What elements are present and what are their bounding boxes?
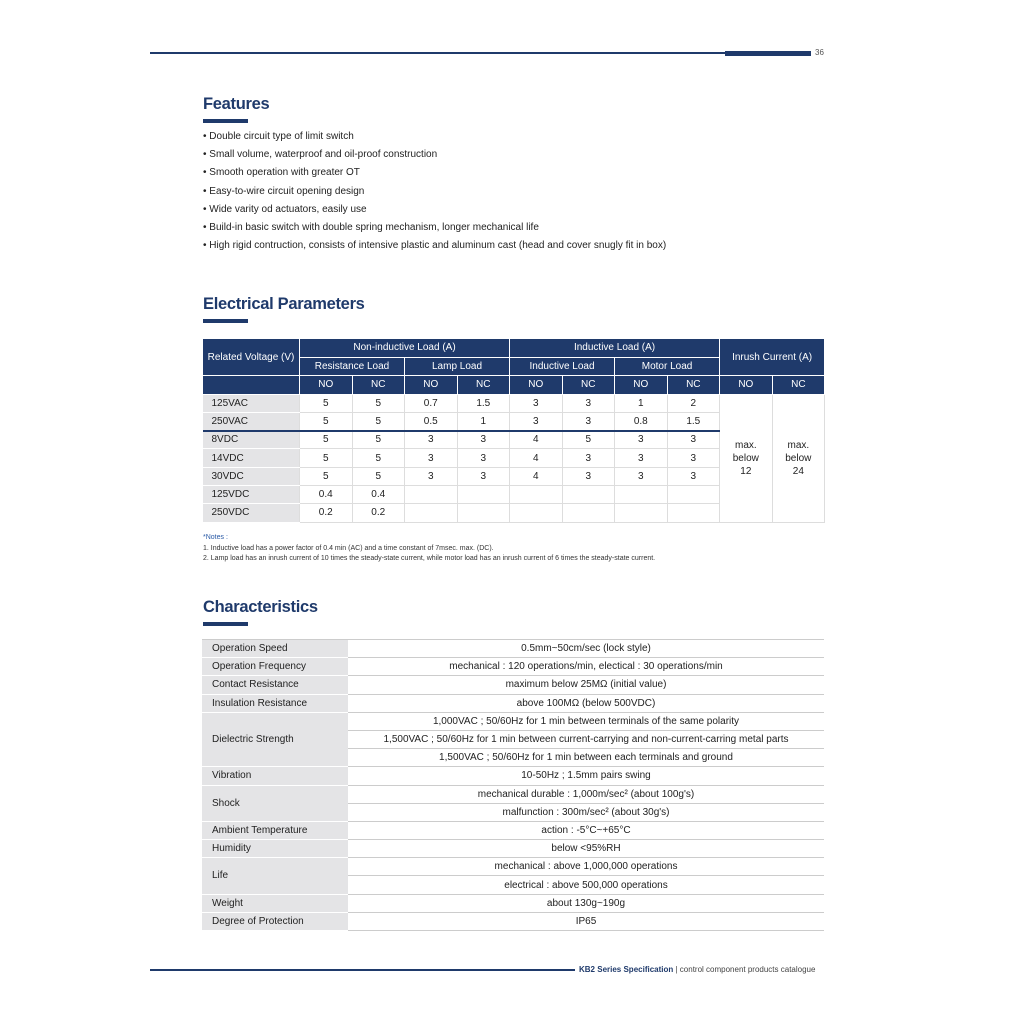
value-cell: 3	[457, 449, 510, 467]
value-cell: 0.4	[352, 485, 405, 503]
inrush-text: 12	[740, 465, 752, 477]
value-cell: 0.2	[352, 504, 405, 522]
characteristic-value: maximum below 25MΩ (initial value)	[348, 676, 824, 694]
characteristic-value: 1,500VAC ; 50/60Hz for 1 min between current-carrying and non-current-carring metal parts	[348, 730, 824, 748]
value-cell: 3	[562, 467, 615, 485]
characteristic-label: Shock	[202, 785, 348, 821]
value-cell: 3	[562, 394, 615, 412]
value-cell: 3	[405, 467, 458, 485]
characteristic-value: electrical : above 500,000 operations	[348, 876, 824, 894]
value-cell: 5	[352, 394, 405, 412]
characteristic-label: Ambient Temperature	[202, 821, 348, 839]
voltage-cell: 125VAC	[203, 394, 300, 412]
title-underline	[203, 622, 248, 626]
features-title: Features	[203, 95, 270, 113]
value-cell	[405, 504, 458, 522]
footer-rule	[150, 969, 575, 971]
voltage-cell: 250VAC	[203, 412, 300, 430]
characteristics-title: Characteristics	[203, 598, 318, 616]
value-cell: 3	[667, 467, 720, 485]
feature-item: • Build-in basic switch with double spring mechanism, longer mechanical life	[203, 222, 539, 234]
value-cell: 3	[667, 431, 720, 449]
value-cell: 3	[405, 449, 458, 467]
characteristic-value: above 100MΩ (below 500VDC)	[348, 694, 824, 712]
value-cell: 3	[615, 431, 668, 449]
footer	[579, 965, 815, 974]
characteristic-value: about 130g~190g	[348, 894, 824, 912]
inrush-no-cell	[720, 394, 773, 522]
table-row	[202, 821, 824, 839]
value-cell	[562, 485, 615, 503]
voltage-header: Related Voltage (V)	[203, 339, 300, 376]
value-cell: 3	[457, 467, 510, 485]
feature-item: • Small volume, waterproof and oil-proof construction	[203, 149, 438, 161]
value-cell: 1.5	[667, 412, 720, 430]
inrush-text: below	[785, 452, 812, 464]
value-cell: 5	[562, 431, 615, 449]
value-cell: 3	[510, 394, 563, 412]
inductive-load-header: Inductive Load	[510, 357, 615, 376]
table-row	[202, 912, 824, 930]
value-cell: 1	[615, 394, 668, 412]
characteristic-value: action : -5°C~+65°C	[348, 821, 824, 839]
characteristic-label: Weight	[202, 894, 348, 912]
value-cell: 3	[510, 412, 563, 430]
table-row	[202, 785, 824, 803]
footer-series: KB2 Series Specification	[579, 965, 674, 974]
characteristic-value: 1,000VAC ; 50/60Hz for 1 min between terminals of the same polarity	[348, 712, 824, 730]
inrush-text: max.	[734, 439, 757, 451]
lamp-header: Lamp Load	[405, 357, 510, 376]
note: 2. Lamp load has an inrush current of 10 times the steady-state current, while motor load has an inrush current of 6 times the steady-state current.	[203, 555, 656, 562]
value-cell: 4	[510, 431, 563, 449]
value-cell: 3	[615, 467, 668, 485]
value-cell	[615, 504, 668, 522]
value-cell: 3	[667, 449, 720, 467]
characteristic-label: Insulation Resistance	[202, 694, 348, 712]
value-cell: 0.7	[405, 394, 458, 412]
nc-header: NC	[352, 376, 405, 395]
features-list	[203, 128, 666, 255]
feature-text: Easy-to-wire circuit opening design	[209, 185, 365, 197]
feature-text: Build-in basic switch with double spring mechanism, longer mechanical life	[209, 222, 539, 234]
value-cell: 5	[300, 467, 353, 485]
feature-item: • Easy-to-wire circuit opening design	[203, 185, 365, 197]
characteristic-label: Vibration	[202, 767, 348, 785]
no-header: NO	[720, 376, 773, 395]
value-cell: 3	[615, 449, 668, 467]
characteristic-value: below <95%RH	[348, 840, 824, 858]
nc-header: NC	[667, 376, 720, 395]
inductive-header: Inductive Load (A)	[510, 339, 720, 358]
page-number: 36	[815, 48, 824, 57]
notes	[203, 533, 655, 565]
value-cell	[457, 485, 510, 503]
characteristic-value: 0.5mm~50cm/sec (lock style)	[348, 640, 824, 658]
feature-text: Wide varity od actuators, easily use	[209, 203, 367, 215]
header-rule	[150, 52, 725, 54]
value-cell: 5	[352, 412, 405, 430]
feature-item: • High rigid contruction, consists of intensive plastic and aluminum cast (head and cover snugly fit in box)	[203, 240, 667, 252]
characteristic-label: Humidity	[202, 840, 348, 858]
resistance-header: Resistance Load	[300, 357, 405, 376]
feature-text: High rigid contruction, consists of intensive plastic and aluminum cast (head and cover snugly fit in box)	[209, 240, 667, 252]
table-row	[202, 712, 824, 730]
table-row	[202, 640, 824, 658]
value-cell: 0.8	[615, 412, 668, 430]
motor-header: Motor Load	[615, 357, 720, 376]
characteristic-label: Life	[202, 858, 348, 894]
characteristic-value: IP65	[348, 912, 824, 930]
characteristic-value: mechanical durable : 1,000m/sec² (about 100g's)	[348, 785, 824, 803]
value-cell: 0.5	[405, 412, 458, 430]
characteristic-value: malfunction : 300m/sec² (about 30g's)	[348, 803, 824, 821]
value-cell: 3	[562, 449, 615, 467]
non-inductive-header: Non-inductive Load (A)	[300, 339, 510, 358]
characteristic-value: mechanical : 120 operations/min, electical : 30 operations/min	[348, 658, 824, 676]
no-header: NO	[615, 376, 668, 395]
value-cell: 5	[300, 449, 353, 467]
value-cell: 4	[510, 449, 563, 467]
characteristic-value: 10-50Hz ; 1.5mm pairs swing	[348, 767, 824, 785]
nc-header: NC	[457, 376, 510, 395]
table-row	[202, 694, 824, 712]
electrical-title: Electrical Parameters	[203, 295, 365, 313]
value-cell	[510, 485, 563, 503]
header-accent-bar	[725, 51, 811, 56]
inrush-header: Inrush Current (A)	[720, 339, 825, 376]
value-cell: 5	[352, 431, 405, 449]
table-row	[202, 676, 824, 694]
table-row	[202, 894, 824, 912]
notes-title: *Notes :	[203, 534, 228, 541]
inrush-text: max.	[787, 439, 810, 451]
feature-item: • Smooth operation with greater OT	[203, 167, 360, 179]
value-cell	[405, 485, 458, 503]
electrical-table	[202, 338, 825, 523]
value-cell: 3	[457, 431, 510, 449]
value-cell: 1	[457, 412, 510, 430]
inrush-text: below	[732, 452, 759, 464]
value-cell: 5	[300, 431, 353, 449]
value-cell	[667, 504, 720, 522]
value-cell: 3	[562, 412, 615, 430]
inrush-nc-cell	[772, 394, 825, 522]
characteristic-value: mechanical : above 1,000,000 operations	[348, 858, 824, 876]
feature-text: Smooth operation with greater OT	[209, 167, 360, 179]
characteristic-value: 1,500VAC ; 50/60Hz for 1 min between each terminals and ground	[348, 749, 824, 767]
characteristic-label: Degree of Protection	[202, 912, 348, 930]
no-header: NO	[405, 376, 458, 395]
characteristics-table	[202, 639, 824, 931]
voltage-cell: 14VDC	[203, 449, 300, 467]
feature-text: Double circuit type of limit switch	[209, 131, 354, 142]
value-cell	[667, 485, 720, 503]
no-header: NO	[510, 376, 563, 395]
table-row	[202, 658, 824, 676]
footer-separator: |	[673, 965, 680, 974]
value-cell: 5	[352, 467, 405, 485]
note: 1. Inductive load has a power factor of 0.4 min (AC) and a time constant of 7msec. max. (DC).	[203, 544, 494, 552]
value-cell	[615, 485, 668, 503]
characteristic-label: Operation Frequency	[202, 658, 348, 676]
feature-text: Small volume, waterproof and oil-proof construction	[209, 149, 438, 161]
nc-header: NC	[562, 376, 615, 395]
value-cell: 1.5	[457, 394, 510, 412]
value-cell: 5	[300, 394, 353, 412]
characteristic-label: Contact Resistance	[202, 676, 348, 694]
voltage-cell: 250VDC	[203, 504, 300, 522]
no-header: NO	[300, 376, 353, 395]
table-row	[203, 394, 825, 412]
feature-item: • Double circuit type of limit switch	[203, 131, 354, 142]
inrush-text: 24	[792, 465, 804, 477]
value-cell: 4	[510, 467, 563, 485]
table-row	[202, 858, 824, 876]
characteristic-label: Dielectric Strength	[202, 712, 348, 767]
table-row	[202, 840, 824, 858]
value-cell	[457, 504, 510, 522]
title-underline	[203, 119, 248, 123]
nc-header: NC	[772, 376, 825, 395]
voltage-cell: 8VDC	[203, 431, 300, 449]
voltage-cell: 125VDC	[203, 485, 300, 503]
voltage-cell: 30VDC	[203, 467, 300, 485]
value-cell	[562, 504, 615, 522]
value-cell: 5	[352, 449, 405, 467]
feature-item: • Wide varity od actuators, easily use	[203, 203, 367, 215]
value-cell: 2	[667, 394, 720, 412]
table-row	[202, 767, 824, 785]
value-cell: 5	[300, 412, 353, 430]
value-cell: 3	[405, 431, 458, 449]
characteristic-label: Operation Speed	[202, 640, 348, 658]
value-cell: 0.4	[300, 485, 353, 503]
value-cell	[510, 504, 563, 522]
title-underline	[203, 319, 248, 323]
value-cell: 0.2	[300, 504, 353, 522]
footer-catalogue: control component products catalogue	[679, 965, 816, 974]
